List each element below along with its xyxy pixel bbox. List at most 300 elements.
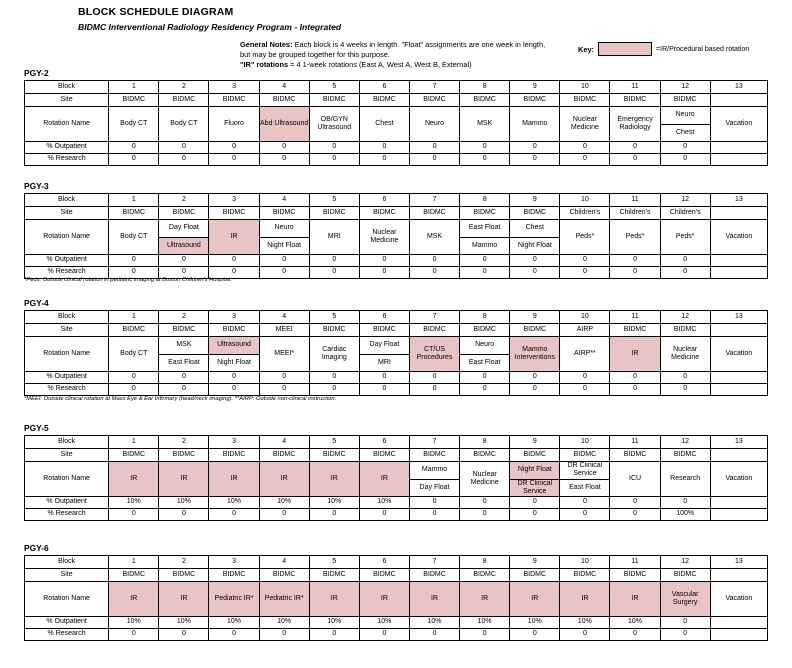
block-number-cell: 2	[159, 81, 209, 94]
outpatient-cell: 10%	[109, 497, 159, 509]
site-row	[25, 207, 768, 220]
research-cell: 0	[660, 384, 710, 396]
research-cell: 0	[209, 629, 259, 641]
research-cell: 0	[460, 267, 510, 279]
outpatient-cell: 0	[460, 255, 510, 267]
rotation-subcell: Peds*	[575, 232, 595, 240]
rotation-subcell: Neuro	[424, 119, 445, 127]
rotation-cell	[409, 107, 459, 142]
site-cell: BIDMC	[560, 94, 610, 107]
research-cell: 0	[660, 629, 710, 641]
rotation-row	[25, 220, 768, 255]
outpatient-cell	[710, 372, 767, 384]
block-number-cell: 4	[259, 311, 309, 324]
site-cell: BIDMC	[109, 449, 159, 462]
rotation-subcell: Ultrasound	[209, 337, 258, 355]
rotation-cell	[309, 582, 359, 617]
block-number-cell: 7	[409, 311, 459, 324]
research-cell: 0	[309, 629, 359, 641]
site-cell: BIDMC	[610, 449, 660, 462]
pgy3-footnote: *Peds: Outside clinical rotation in pediatric imaging at Boston Children's Hospital.	[24, 277, 232, 283]
block-number-cell: 6	[359, 81, 409, 94]
research-cell: 0	[560, 509, 610, 521]
outpatient-cell: 0	[610, 142, 660, 154]
outpatient-cell: 0	[409, 497, 459, 509]
outpatient-row	[25, 142, 768, 154]
rotation-subcell: IR	[431, 594, 439, 602]
block-number-cell: 11	[610, 436, 660, 449]
rotation-subcell: Neuro	[460, 337, 509, 355]
outpatient-cell: 0	[510, 142, 560, 154]
site-cell: BIDMC	[610, 569, 660, 582]
row-label-research: % Research	[25, 267, 109, 279]
research-cell: 0	[409, 384, 459, 396]
rotation-cell	[409, 582, 459, 617]
outpatient-cell: 0	[409, 372, 459, 384]
rotation-cell	[359, 462, 409, 497]
row-label-research: % Research	[25, 509, 109, 521]
outpatient-cell: 0	[109, 255, 159, 267]
site-cell: BIDMC	[109, 207, 159, 220]
rotation-subcell: DR Clinical Service	[517, 479, 553, 495]
site-cell: BIDMC	[209, 94, 259, 107]
rotation-subcell: Body CT	[120, 349, 148, 357]
outpatient-cell: 0	[159, 372, 209, 384]
research-cell: 0	[109, 509, 159, 521]
outpatient-cell: 0	[209, 372, 259, 384]
legend	[578, 42, 778, 56]
block-row	[25, 194, 768, 207]
block-number-cell: 13	[710, 81, 767, 94]
rotation-subcell: East Float	[468, 358, 501, 366]
site-cell: BIDMC	[309, 94, 359, 107]
rotation-cell	[460, 582, 510, 617]
rotation-row	[25, 107, 768, 142]
research-cell: 0	[109, 629, 159, 641]
site-cell: BIDMC	[159, 569, 209, 582]
rotation-subcell: IR	[330, 474, 338, 482]
research-cell: 0	[209, 509, 259, 521]
site-cell: BIDMC	[510, 207, 560, 220]
site-cell: BIDMC	[409, 324, 459, 337]
outpatient-cell: 10%	[159, 497, 209, 509]
rotation-cell	[209, 220, 259, 255]
pgy5-heading: PGY-5	[24, 423, 49, 433]
rotation-cell	[460, 220, 510, 255]
rotation-subcell: IR	[230, 232, 238, 240]
rotation-subcell: Chest	[375, 119, 394, 127]
site-cell: BIDMC	[259, 449, 309, 462]
rotation-subcell: CT/US Procedures	[416, 345, 453, 361]
rotation-cell	[309, 107, 359, 142]
outpatient-cell: 10%	[159, 617, 209, 629]
site-cell: BIDMC	[660, 569, 710, 582]
outpatient-row	[25, 372, 768, 384]
rotation-subcell: Nuclear Medicine	[470, 470, 499, 486]
block-number-cell: 12	[660, 436, 710, 449]
site-cell: BIDMC	[560, 569, 610, 582]
rotation-subcell: Pediatric IR*	[214, 594, 254, 602]
outpatient-cell: 0	[359, 372, 409, 384]
outpatient-cell: 10%	[309, 497, 359, 509]
outpatient-cell: 10%	[560, 617, 610, 629]
block-number-cell: 5	[309, 311, 359, 324]
site-cell: BIDMC	[460, 207, 510, 220]
block-number-cell: 10	[560, 311, 610, 324]
row-label-site: Site	[25, 207, 109, 220]
rotation-subcell: IR	[180, 474, 188, 482]
block-number-cell: 9	[510, 556, 560, 569]
site-cell: BIDMC	[159, 207, 209, 220]
outpatient-cell: 10%	[359, 617, 409, 629]
rotation-cell	[710, 220, 767, 255]
rotation-cell	[259, 462, 309, 497]
block-number-cell: 4	[259, 436, 309, 449]
site-cell: BIDMC	[510, 324, 560, 337]
site-cell	[710, 207, 767, 220]
rotation-subcell: IR	[631, 594, 639, 602]
block-number-cell: 9	[510, 311, 560, 324]
rotation-cell	[610, 582, 660, 617]
site-cell: BIDMC	[409, 207, 459, 220]
outpatient-cell: 10%	[610, 617, 660, 629]
rotation-cell	[660, 582, 710, 617]
row-label-outpatient: % Outpatient	[25, 372, 109, 384]
outpatient-cell: 0	[610, 255, 660, 267]
research-cell: 0	[510, 509, 560, 521]
rotation-subcell: Nuclear Medicine	[671, 345, 700, 361]
block-number-cell: 11	[610, 81, 660, 94]
rotation-cell	[109, 337, 159, 372]
site-cell: BIDMC	[209, 449, 259, 462]
general-notes	[240, 40, 555, 70]
page-subtitle: BIDMC Interventional Radiology Residency Program - Integrated	[78, 22, 342, 32]
rotation-cell	[109, 582, 159, 617]
outpatient-cell: 0	[460, 497, 510, 509]
research-cell: 0	[209, 154, 259, 166]
site-cell: BIDMC	[259, 94, 309, 107]
rotation-cell	[109, 107, 159, 142]
rotation-cell	[409, 462, 459, 497]
block-number-cell: 10	[560, 194, 610, 207]
rotation-cell	[209, 337, 259, 372]
rotation-cell	[159, 107, 209, 142]
rotation-cell	[510, 582, 560, 617]
outpatient-cell: 0	[309, 372, 359, 384]
outpatient-cell: 0	[209, 142, 259, 154]
research-cell: 0	[109, 384, 159, 396]
outpatient-cell: 0	[109, 372, 159, 384]
research-cell: 0	[309, 509, 359, 521]
row-label-outpatient: % Outpatient	[25, 497, 109, 509]
rotation-cell	[209, 582, 259, 617]
pgy2-heading: PGY-2	[24, 68, 49, 78]
site-cell	[710, 324, 767, 337]
block-number-cell: 3	[209, 556, 259, 569]
research-cell: 0	[309, 384, 359, 396]
rotation-subcell: MEEI*	[274, 349, 295, 357]
outpatient-cell: 0	[660, 497, 710, 509]
block-number-cell: 8	[460, 194, 510, 207]
research-cell: 0	[610, 629, 660, 641]
outpatient-cell: 0	[359, 255, 409, 267]
site-cell: BIDMC	[359, 207, 409, 220]
rotation-cell	[660, 462, 710, 497]
outpatient-cell: 0	[660, 372, 710, 384]
site-cell: BIDMC	[309, 569, 359, 582]
rotation-subcell: Neuro	[661, 107, 710, 125]
rotation-cell	[560, 337, 610, 372]
outpatient-cell: 10%	[510, 617, 560, 629]
outpatient-cell: 10%	[109, 617, 159, 629]
outpatient-cell	[710, 255, 767, 267]
block-number-cell: 13	[710, 556, 767, 569]
research-cell: 0	[409, 267, 459, 279]
rotation-subcell: Day Float	[419, 483, 450, 491]
rotation-cell	[109, 462, 159, 497]
research-cell: 0	[359, 267, 409, 279]
research-cell: 0	[409, 154, 459, 166]
rotation-subcell: Chest	[510, 220, 559, 238]
rotation-subcell: Research	[670, 474, 701, 482]
block-number-cell: 6	[359, 556, 409, 569]
block-number-cell: 1	[109, 194, 159, 207]
block-number-cell: 12	[660, 556, 710, 569]
site-cell: BIDMC	[510, 449, 560, 462]
legend-text: =IR/Procedural based rotation	[656, 45, 750, 53]
outpatient-cell: 0	[510, 255, 560, 267]
outpatient-cell: 0	[409, 142, 459, 154]
rotation-subcell: Ultrasound	[159, 238, 208, 255]
site-cell: Children's	[660, 207, 710, 220]
rotation-subcell: Mammo	[410, 462, 459, 480]
research-cell: 0	[359, 154, 409, 166]
rotation-cell	[460, 107, 510, 142]
rotation-subcell: Nuclear Medicine	[570, 115, 599, 131]
block-number-cell: 11	[610, 194, 660, 207]
site-cell: MEEI	[259, 324, 309, 337]
rotation-subcell: Body CT	[120, 232, 148, 240]
site-cell: BIDMC	[359, 449, 409, 462]
rotation-cell	[510, 220, 560, 255]
research-cell: 100%	[660, 509, 710, 521]
row-label-research: % Research	[25, 154, 109, 166]
rotation-subcell: Night Float	[517, 241, 552, 249]
research-cell: 0	[359, 629, 409, 641]
rotation-subcell: Day Float	[159, 220, 208, 238]
site-cell: BIDMC	[560, 449, 610, 462]
site-cell: BIDMC	[409, 94, 459, 107]
research-cell: 0	[259, 154, 309, 166]
outpatient-cell: 0	[460, 372, 510, 384]
rotation-cell	[460, 462, 510, 497]
rotation-cell	[560, 220, 610, 255]
rotation-subcell: Chest	[676, 128, 695, 136]
rotation-cell	[610, 462, 660, 497]
outpatient-cell	[710, 497, 767, 509]
rotation-cell	[359, 582, 409, 617]
outpatient-cell: 0	[209, 255, 259, 267]
block-number-cell: 10	[560, 436, 610, 449]
research-cell: 0	[159, 267, 209, 279]
rotation-cell	[359, 220, 409, 255]
rotation-subcell: Mammo Interventions	[514, 345, 555, 361]
rotation-cell	[159, 582, 209, 617]
site-cell: BIDMC	[209, 207, 259, 220]
row-label-site: Site	[25, 569, 109, 582]
block-number-cell: 12	[660, 81, 710, 94]
site-row	[25, 569, 768, 582]
outpatient-cell: 10%	[259, 617, 309, 629]
rotation-cell	[209, 462, 259, 497]
rotation-cell	[309, 337, 359, 372]
block-number-cell: 2	[159, 436, 209, 449]
site-cell: Children's	[610, 207, 660, 220]
block-number-cell: 13	[710, 194, 767, 207]
ir-notes-text: = 4 1-week rotations (East A, West A, West B, External)	[288, 59, 472, 69]
rotation-cell	[409, 337, 459, 372]
block-number-cell: 2	[159, 556, 209, 569]
block-number-cell: 7	[409, 81, 459, 94]
outpatient-cell: 0	[159, 255, 209, 267]
outpatient-cell: 0	[660, 142, 710, 154]
rotation-cell	[510, 107, 560, 142]
research-cell: 0	[510, 267, 560, 279]
outpatient-row	[25, 497, 768, 509]
pgy6-table	[24, 555, 768, 641]
research-cell: 0	[209, 267, 259, 279]
legend-color-swatch	[598, 42, 652, 56]
block-number-cell: 7	[409, 436, 459, 449]
rotation-subcell: Peds*	[625, 232, 645, 240]
rotation-cell	[510, 462, 560, 497]
rotation-subcell: IR	[380, 474, 388, 482]
research-cell: 0	[560, 154, 610, 166]
rotation-cell	[610, 107, 660, 142]
block-number-cell: 8	[460, 311, 510, 324]
general-notes-label: General Notes:	[240, 40, 293, 49]
rotation-subcell: OB/GYN Ultrasound	[317, 115, 352, 131]
rotation-subcell: IR	[130, 594, 138, 602]
rotation-subcell: Vacation	[725, 232, 753, 240]
research-cell: 0	[259, 267, 309, 279]
outpatient-cell: 10%	[359, 497, 409, 509]
site-cell: BIDMC	[660, 324, 710, 337]
row-label-rotation: Rotation Name	[25, 462, 109, 497]
outpatient-cell: 10%	[309, 617, 359, 629]
rotation-cell	[209, 107, 259, 142]
rotation-cell	[460, 337, 510, 372]
site-cell: BIDMC	[510, 94, 560, 107]
rotation-subcell: IR	[330, 594, 338, 602]
site-row	[25, 449, 768, 462]
rotation-subcell: Cardiac Imaging	[321, 345, 347, 361]
block-number-cell: 9	[510, 436, 560, 449]
outpatient-row	[25, 255, 768, 267]
rotation-subcell: Night Float	[267, 241, 302, 249]
rotation-cell	[660, 337, 710, 372]
block-number-cell: 11	[610, 311, 660, 324]
outpatient-cell: 0	[660, 617, 710, 629]
outpatient-cell: 0	[510, 372, 560, 384]
block-number-cell: 7	[409, 556, 459, 569]
outpatient-cell: 0	[560, 372, 610, 384]
site-cell: BIDMC	[109, 94, 159, 107]
site-cell: BIDMC	[159, 449, 209, 462]
research-cell: 0	[109, 154, 159, 166]
rotation-subcell: IR	[380, 594, 388, 602]
research-cell: 0	[510, 629, 560, 641]
row-label-block: Block	[25, 436, 109, 449]
rotation-subcell: IR	[280, 474, 288, 482]
rotation-cell	[710, 337, 767, 372]
block-number-cell: 5	[309, 194, 359, 207]
rotation-subcell: MSK	[426, 232, 443, 240]
rotation-cell	[560, 107, 610, 142]
rotation-subcell: MRI	[377, 358, 391, 366]
site-cell: BIDMC	[460, 324, 510, 337]
block-number-cell: 5	[309, 556, 359, 569]
block-row	[25, 556, 768, 569]
research-cell: 0	[460, 629, 510, 641]
research-cell	[710, 384, 767, 396]
outpatient-cell: 10%	[460, 617, 510, 629]
research-cell: 0	[460, 509, 510, 521]
block-number-cell: 4	[259, 81, 309, 94]
research-cell: 0	[359, 384, 409, 396]
rotation-cell	[359, 107, 409, 142]
block-number-cell: 2	[159, 194, 209, 207]
rotation-cell	[510, 337, 560, 372]
rotation-cell	[660, 107, 710, 142]
research-cell: 0	[560, 384, 610, 396]
row-label-block: Block	[25, 311, 109, 324]
outpatient-cell: 10%	[409, 617, 459, 629]
rotation-subcell: Night Float	[510, 462, 559, 480]
rotation-cell	[359, 337, 409, 372]
research-cell: 0	[359, 509, 409, 521]
research-row	[25, 629, 768, 641]
row-label-research: % Research	[25, 384, 109, 396]
research-cell: 0	[409, 629, 459, 641]
research-cell: 0	[259, 509, 309, 521]
block-number-cell: 4	[259, 556, 309, 569]
row-label-outpatient: % Outpatient	[25, 255, 109, 267]
pgy4-footnote: *MEEI: Outside clinical rotation at Mass Eye & Ear Infirmary (head/neck imaging). **AIRP: Outside non-clinical instruction.	[24, 396, 337, 402]
site-cell: BIDMC	[109, 569, 159, 582]
block-number-cell: 5	[309, 436, 359, 449]
outpatient-cell: 0	[309, 255, 359, 267]
outpatient-cell: 0	[259, 142, 309, 154]
rotation-subcell: IR	[130, 474, 138, 482]
rotation-cell	[710, 462, 767, 497]
research-cell: 0	[309, 154, 359, 166]
row-label-outpatient: % Outpatient	[25, 142, 109, 154]
block-number-cell: 8	[460, 81, 510, 94]
rotation-cell	[259, 337, 309, 372]
block-number-cell: 6	[359, 194, 409, 207]
block-number-cell: 6	[359, 311, 409, 324]
outpatient-cell: 0	[560, 142, 610, 154]
row-label-site: Site	[25, 324, 109, 337]
site-cell: BIDMC	[109, 324, 159, 337]
site-cell: BIDMC	[409, 449, 459, 462]
research-cell: 0	[510, 154, 560, 166]
outpatient-cell: 0	[259, 372, 309, 384]
rotation-subcell: Night Float	[217, 358, 251, 366]
rotation-cell	[309, 220, 359, 255]
legend-label: Key:	[578, 44, 595, 54]
